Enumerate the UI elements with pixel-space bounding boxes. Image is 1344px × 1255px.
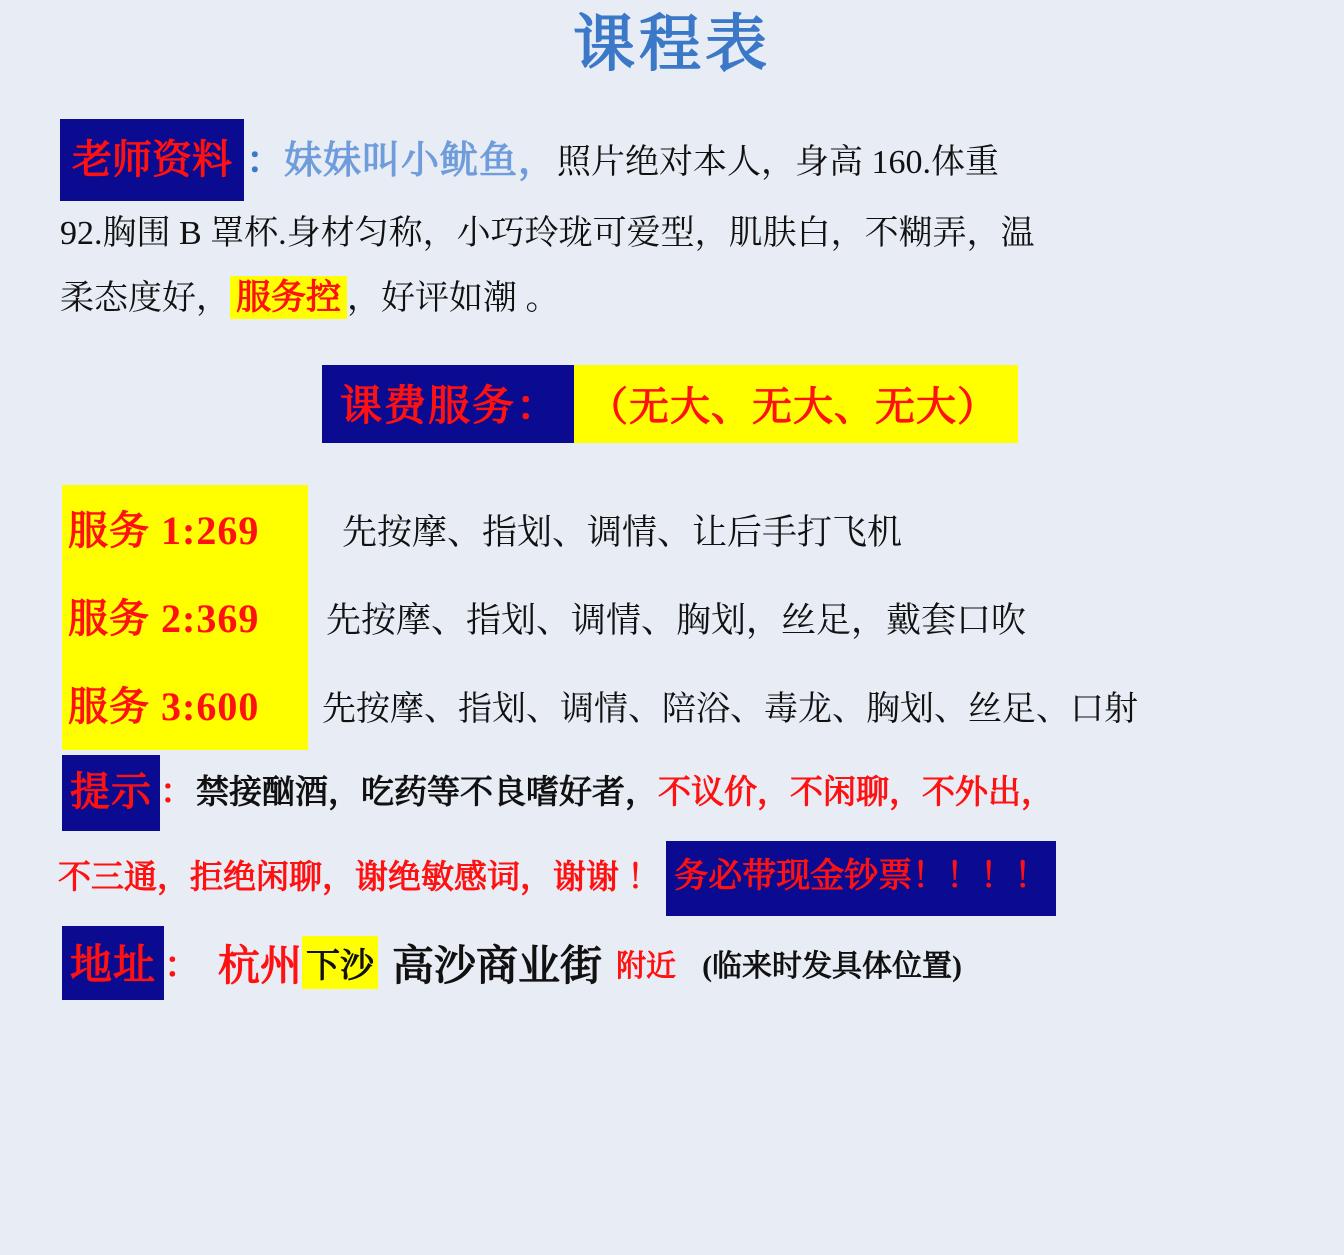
- address-note: (临来时发具体位置): [702, 949, 963, 983]
- teacher-info-block: [44, 119, 1300, 331]
- address-street: 高沙商业街: [392, 943, 603, 990]
- service-description: 先按摩、指划、调情、让后手打飞机: [342, 513, 903, 553]
- notice-label: 提示: [62, 755, 160, 831]
- address-colon: ：: [164, 945, 201, 986]
- address-block: [0, 926, 1344, 1000]
- teacher-description-line3-post: ，好评如潮 。: [347, 280, 560, 318]
- notice-red-text-2: 不三通，拒绝闲聊，谢绝敏感词，谢谢 ！: [58, 859, 661, 896]
- teacher-info-colon: ：: [246, 140, 285, 183]
- service-row: [0, 573, 1344, 661]
- address-city: 杭州: [218, 943, 303, 990]
- service-name: 服务 1:269: [68, 508, 260, 554]
- teacher-description-line1: 照片绝对本人，身高 160.体重: [557, 144, 1000, 182]
- service-name: 服务 3:600: [68, 684, 260, 730]
- service-description: 先按摩、指划、调情、陪浴、毒龙、胸划、丝足、口射: [322, 691, 1138, 729]
- notice-red-text-1: 不议价，不闲聊，不外出，: [658, 774, 1054, 811]
- notice-line-2: [58, 841, 1344, 916]
- cash-warning: 务必带现金钞票！！！！: [666, 841, 1056, 916]
- teacher-description-line2: 92.胸围 B 罩杯.身材匀称，小巧玲珑可爱型，肌肤白，不糊弄，温: [60, 215, 1035, 253]
- service-description: 先按摩、指划、调情、胸划，丝足，戴套口吹: [326, 601, 1027, 641]
- teacher-info-label: 老师资料: [60, 119, 244, 201]
- teacher-highlight: 服务控: [230, 276, 347, 319]
- notice-line-1: [62, 755, 1344, 831]
- address-label: 地址: [62, 926, 164, 1000]
- notice-block: [0, 755, 1344, 916]
- service-row: [0, 661, 1344, 749]
- services-block: [0, 485, 1344, 749]
- service-row: [0, 485, 1344, 573]
- fee-label: 课费服务：: [322, 365, 574, 443]
- notice-colon: ：: [160, 773, 194, 811]
- teacher-description-line3-pre: 柔态度好，: [60, 280, 230, 318]
- fee-value: （无大、无大、无大）: [574, 365, 1018, 443]
- address-near: 附近: [616, 949, 677, 983]
- address-district: 下沙: [302, 936, 378, 989]
- page-title: 课程表: [572, 7, 771, 80]
- notice-black-text: 禁接酗酒，吃药等不良嗜好者，: [196, 774, 658, 811]
- service-name: 服务 2:369: [68, 596, 260, 642]
- teacher-nickname: 妹妹叫小鱿鱼，: [284, 140, 558, 183]
- fee-row: [322, 365, 1010, 443]
